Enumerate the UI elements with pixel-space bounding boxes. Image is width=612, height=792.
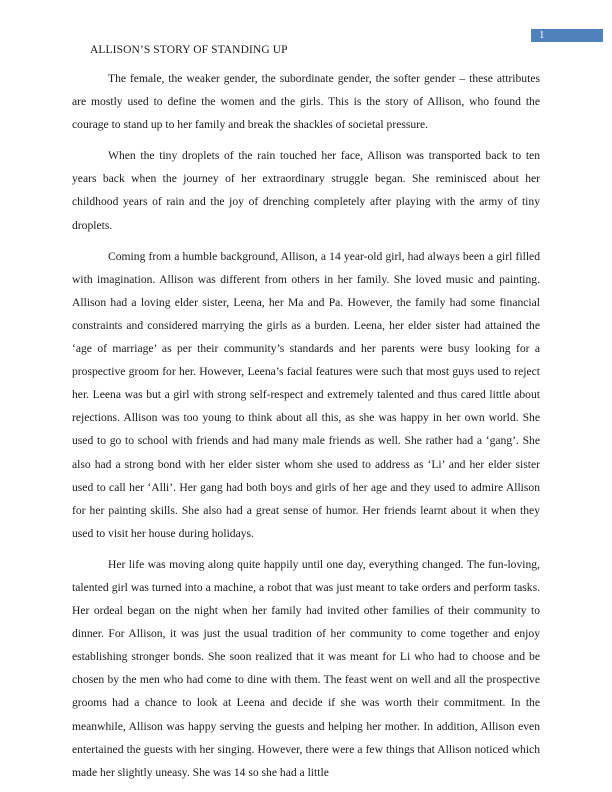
- page-number-badge: 1: [531, 29, 603, 42]
- paragraph-rain-memory: When the tiny droplets of the rain touched her face, Allison was transported back to ten years back when the journey of her extraordinary struggle began. She reminisced about her childhood years of rain and the joy of drenching completely after playing with the army of tiny droplets.: [72, 149, 540, 232]
- document-body: [72, 67, 540, 792]
- paragraph-background: Coming from a humble background, Allison, a 14 year-old girl, had always been a girl filled with imagination. Allison was different from others in her family. She loved music and painting. Allison had a loving elder sister, Leena, her Ma and Pa. However, the family had some financial constraints and considered marrying the girls as a burden. Leena, her elder sister had attained the ‘age of marriage’ as per their community’s standards and her parents were busy looking for a prospective groom for her. However, Leena’s facial features were such that most guys used to reject her. Leena was but a girl with strong self-respect and extremely talented and thus cared little about rejections. Allison was too young to think about all this, as she was happy in her own world. She used to go to school with friends and had many male friends as well. She rather had a ‘gang’. She also had a strong bond with her elder sister whom she used to address as ‘Li’ and her elder sister used to call her ‘Alli’. Her gang had both boys and girls of her age and they used to admire Allison for her painting skills. She also had a great sense of humor. Her friends learnt about it when they used to visit her house during holidays.: [72, 249, 540, 540]
- paragraph-intro: The female, the weaker gender, the subordinate gender, the softer gender – these attributes are mostly used to define the women and the girls. This is the story of Allison, who found the courage to stand up to her family and break the shackles of societal pressure.: [72, 72, 540, 132]
- paragraph-ordeal: Her life was moving along quite happily until one day, everything changed. The fun-loving, talented girl was turned into a machine, a robot that was just meant to take orders and perform tasks. Her ordeal began on the night when her family had invited other families of their community to dinner. For Allison, it was just the usual tradition of her community to come together and enjoy establishing stronger bonds. She soon realized that it was meant for Li who had to choose and be chosen by the men who had come to dine with them. The feast went on well and all the prospective grooms had a chance to look at Leena and decide if she was worth their commitment. In the meanwhile, Allison was happy serving the guests and helping her mother. In addition, Allison even entertained the guests with her singing. However, there were a few things that Allison noticed which made her slightly uneasy. She was 14 so she had a little: [72, 557, 540, 779]
- running-title: ALLISON’S STORY OF STANDING UP: [90, 44, 288, 56]
